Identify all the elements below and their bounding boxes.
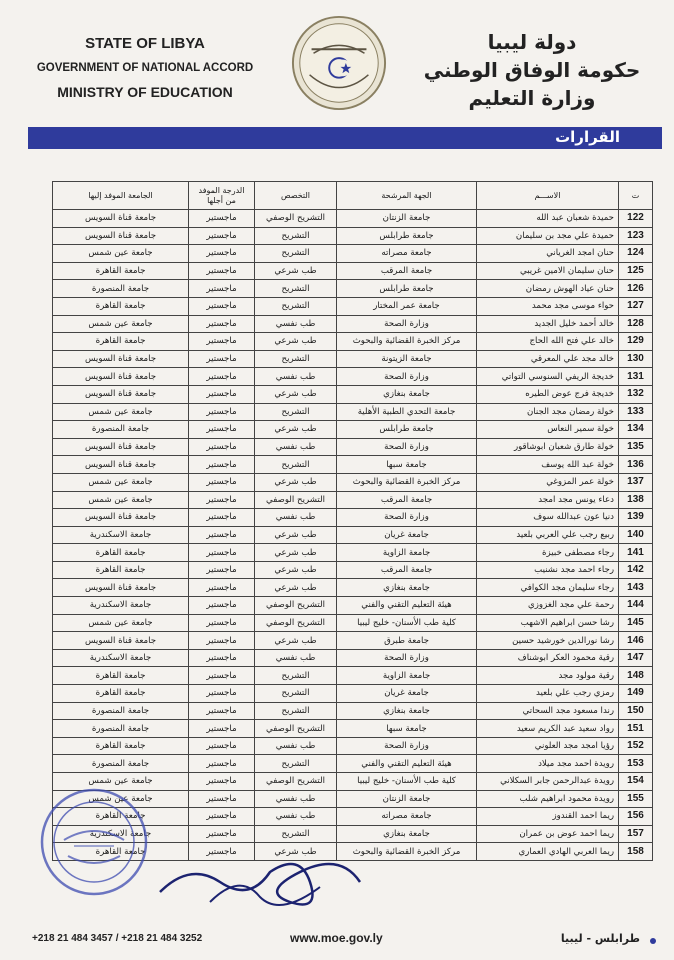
header-government: GOVERNMENT OF NATIONAL ACCORD [36,62,254,74]
table-header-row [53,182,653,210]
cell-nominating-body: كلية طب الأسنان- خليج ليبيا [337,614,477,632]
cell-name: رجاء سليمان مجد الكوافي [477,579,619,597]
cell-nominating-body: جامعة سبها [337,720,477,738]
cell-nominating-body: مركز الخبرة القضائية والبحوث [337,473,477,491]
cell-nominating-body: جامعة الزاوية [337,544,477,562]
cell-specialty: طب شرعي [255,544,337,562]
header-state: STATE OF LIBYA [85,35,205,52]
col-header-degree: الدرجة الموفد من أجلها [189,182,255,210]
cell-name: خالد مجد علي المعرقي [477,350,619,368]
cell-specialty: التشريح [255,685,337,703]
cell-destination-university: جامعة المنصورة [53,720,189,738]
cell-specialty: طب شرعي [255,333,337,351]
cell-nominating-body: جامعة غريان [337,685,477,703]
cell-specialty: طب شرعي [255,561,337,579]
cell-specialty: طب نفسي [255,808,337,826]
cell-degree: ماجستير [189,667,255,685]
scholarship-table [52,181,653,861]
cell-number: 129 [619,333,653,351]
table-row [53,702,653,720]
cell-number: 153 [619,755,653,773]
cell-specialty: التشريح [255,456,337,474]
cell-number: 137 [619,473,653,491]
cell-number: 132 [619,385,653,403]
cell-specialty: طب شرعي [255,421,337,439]
cell-degree: ماجستير [189,614,255,632]
cell-nominating-body: جامعة طبرق [337,632,477,650]
cell-name: خولة طارق شعبان ابوشاقور [477,438,619,456]
cell-degree: ماجستير [189,350,255,368]
cell-destination-university: جامعة قناة السويس [53,210,189,228]
cell-number: 139 [619,509,653,527]
table-row [53,473,653,491]
cell-destination-university: جامعة قناة السويس [53,632,189,650]
table-row [53,403,653,421]
cell-name: رجاء مصطفى خبيزة [477,544,619,562]
cell-degree: ماجستير [189,702,255,720]
header-arabic [412,28,652,112]
cell-specialty: طب شرعي [255,473,337,491]
table-row [53,509,653,527]
cell-name: حميدة علي مجد بن سليمان [477,227,619,245]
cell-destination-university: جامعة قناة السويس [53,509,189,527]
cell-name: خولة سمير النعاس [477,421,619,439]
cell-destination-university: جامعة المنصورة [53,421,189,439]
cell-nominating-body: جامعة عمر المختار [337,297,477,315]
cell-specialty: التشريح الوصفي [255,210,337,228]
table-row [53,491,653,509]
cell-nominating-body: جامعة طرابلس [337,227,477,245]
cell-degree: ماجستير [189,509,255,527]
cell-destination-university: جامعة عين شمس [53,790,189,808]
cell-destination-university: جامعة عين شمس [53,315,189,333]
cell-degree: ماجستير [189,825,255,843]
cell-number: 140 [619,526,653,544]
cell-name: ربيع رجب علي العربي بلعيد [477,526,619,544]
cell-number: 143 [619,579,653,597]
cell-number: 148 [619,667,653,685]
cell-nominating-body: مركز الخبرة القضائية والبحوث [337,333,477,351]
cell-degree: ماجستير [189,227,255,245]
cell-destination-university: جامعة الاسكندرية [53,649,189,667]
cell-destination-university: جامعة القاهرة [53,737,189,755]
cell-destination-university: جامعة عين شمس [53,245,189,263]
cell-name: رؤيا امجد مجد العلوني [477,737,619,755]
cell-name: خديجة فرج عوض الطيره [477,385,619,403]
cell-number: 158 [619,843,653,861]
cell-specialty: طب شرعي [255,526,337,544]
cell-degree: ماجستير [189,262,255,280]
cell-name: ريما احمد عوض بن عمران [477,825,619,843]
cell-degree: ماجستير [189,561,255,579]
cell-name: خالد أحمد خليل الجديد [477,315,619,333]
cell-name: ريما احمد القندوز [477,808,619,826]
cell-nominating-body: كلية طب الأسنان- خليج ليبيا [337,773,477,791]
table-row [53,685,653,703]
cell-destination-university: جامعة عين شمس [53,773,189,791]
cell-degree: ماجستير [189,245,255,263]
cell-specialty: طب نفسي [255,737,337,755]
cell-destination-university: جامعة قناة السويس [53,385,189,403]
cell-degree: ماجستير [189,456,255,474]
cell-number: 144 [619,597,653,615]
cell-nominating-body: جامعة الزنتان [337,210,477,228]
cell-degree: ماجستير [189,438,255,456]
cell-nominating-body: جامعة سبها [337,456,477,474]
cell-degree: ماجستير [189,649,255,667]
cell-destination-university: جامعة الاسكندرية [53,526,189,544]
cell-number: 152 [619,737,653,755]
cell-name: حميدة شعبان عبد الله [477,210,619,228]
cell-degree: ماجستير [189,333,255,351]
table-row [53,438,653,456]
cell-specialty: طب نفسي [255,438,337,456]
cell-specialty: طب شرعي [255,632,337,650]
cell-name: رويدة عبدالرحمن جابر السكلاني [477,773,619,791]
cell-name: دعاء يونس مجد امجد [477,491,619,509]
cell-specialty: التشريح [255,245,337,263]
cell-specialty: التشريح الوصفي [255,614,337,632]
cell-degree: ماجستير [189,597,255,615]
cell-degree: ماجستير [189,579,255,597]
table-row [53,315,653,333]
cell-destination-university: جامعة المنصورة [53,755,189,773]
header-state-ar: دولة ليبيا [487,30,577,54]
cell-destination-university: جامعة القاهرة [53,685,189,703]
cell-destination-university: جامعة القاهرة [53,544,189,562]
cell-number: 155 [619,790,653,808]
cell-specialty: طب نفسي [255,649,337,667]
cell-degree: ماجستير [189,368,255,386]
table-row [53,297,653,315]
cell-nominating-body: جامعة غريان [337,526,477,544]
cell-degree: ماجستير [189,385,255,403]
cell-degree: ماجستير [189,526,255,544]
header-english [20,32,270,104]
table-row [53,262,653,280]
cell-number: 133 [619,403,653,421]
cell-specialty: التشريح [255,667,337,685]
cell-destination-university: جامعة الاسكندرية [53,597,189,615]
footer-phones: +218 21 484 3457 / +218 21 484 3252 [32,933,203,944]
cell-name: رشا حسن ابراهيم الاشهب [477,614,619,632]
table-row [53,368,653,386]
cell-name: رندا مسعود مجد السحاتي [477,702,619,720]
cell-specialty: التشريح [255,227,337,245]
header-ministry: MINISTRY OF EDUCATION [57,84,233,100]
table-row [53,456,653,474]
header-ministry-ar: وزارة التعليم [468,86,596,110]
footer [0,930,674,952]
cell-number: 145 [619,614,653,632]
cell-destination-university: جامعة القاهرة [53,808,189,826]
table-row [53,350,653,368]
cell-degree: ماجستير [189,315,255,333]
cell-destination-university: جامعة عين شمس [53,473,189,491]
cell-nominating-body: جامعة طرابلس [337,280,477,298]
cell-name: رويدة احمد مجد ميلاد [477,755,619,773]
cell-name: خالد علي فتح الله الحاج [477,333,619,351]
cell-name: رحمة علي مجد الغزوزي [477,597,619,615]
cell-specialty: التشريح [255,280,337,298]
cell-specialty: طب نفسي [255,368,337,386]
cell-number: 136 [619,456,653,474]
cell-name: رويدة محمود ابراهيم شلب [477,790,619,808]
cell-nominating-body: وزارة الصحة [337,368,477,386]
cell-number: 122 [619,210,653,228]
col-header-number: ت [619,182,653,210]
cell-destination-university: جامعة قناة السويس [53,579,189,597]
cell-degree: ماجستير [189,421,255,439]
cell-specialty: التشريح [255,350,337,368]
cell-nominating-body: هيئة التعليم التقني والفني [337,755,477,773]
table-row [53,649,653,667]
cell-name: دنيا عون عبدالله سوف [477,509,619,527]
cell-number: 130 [619,350,653,368]
cell-nominating-body: وزارة الصحة [337,315,477,333]
cell-name: خولة رمضان مجد الجنان [477,403,619,421]
cell-number: 157 [619,825,653,843]
cell-degree: ماجستير [189,843,255,861]
table-row [53,280,653,298]
cell-degree: ماجستير [189,473,255,491]
cell-destination-university: جامعة المنصورة [53,280,189,298]
cell-name: رقية محمود العكر ابوشناف [477,649,619,667]
table-row [53,632,653,650]
table-row [53,421,653,439]
cell-destination-university: جامعة القاهرة [53,297,189,315]
cell-name: رواد سعيد عبد الكريم سعيد [477,720,619,738]
cell-nominating-body: جامعة التحدي الطبية الأهلية [337,403,477,421]
cell-number: 150 [619,702,653,720]
cell-name: ريما العربي الهادي العماري [477,843,619,861]
ministry-stamp [34,782,154,902]
cell-destination-university: جامعة قناة السويس [53,368,189,386]
cell-specialty: التشريح الوصفي [255,597,337,615]
cell-destination-university: جامعة قناة السويس [53,227,189,245]
cell-name: حنان سليمان الامين غريبي [477,262,619,280]
cell-name: رقية مولود مجد [477,667,619,685]
col-header-name: الاســـم [477,182,619,210]
cell-specialty: التشريح [255,403,337,421]
cell-name: رشا نورالدين خورشيد حسين [477,632,619,650]
cell-destination-university: جامعة قناة السويس [53,350,189,368]
cell-name: رمزي رجب علي بلعيد [477,685,619,703]
cell-number: 124 [619,245,653,263]
table-row [53,667,653,685]
cell-name: حنان امجد الغرياني [477,245,619,263]
cell-destination-university: جامعة القاهرة [53,333,189,351]
cell-destination-university: جامعة عين شمس [53,403,189,421]
cell-nominating-body: جامعة مصراته [337,245,477,263]
cell-name: حواء موسى مجد محمد [477,297,619,315]
table-row [53,210,653,228]
cell-number: 123 [619,227,653,245]
cell-number: 126 [619,280,653,298]
cell-destination-university: جامعة قناة السويس [53,438,189,456]
cell-specialty: التشريح [255,825,337,843]
cell-degree: ماجستير [189,280,255,298]
table-row [53,737,653,755]
cell-specialty: طب نفسي [255,509,337,527]
cell-number: 146 [619,632,653,650]
cell-nominating-body: وزارة الصحة [337,649,477,667]
cell-specialty: التشريح الوصفي [255,773,337,791]
table-row [53,755,653,773]
cell-nominating-body: هيئة التعليم التقني والفني [337,597,477,615]
cell-specialty: التشريح الوصفي [255,720,337,738]
table-row [53,526,653,544]
table-row [53,544,653,562]
col-header-specialty: التخصص [255,182,337,210]
cell-specialty: طب نفسي [255,790,337,808]
cell-nominating-body: جامعة بنغازي [337,385,477,403]
cell-number: 147 [619,649,653,667]
cell-destination-university: جامعة القاهرة [53,667,189,685]
cell-degree: ماجستير [189,720,255,738]
decisions-banner [28,127,662,149]
cell-degree: ماجستير [189,773,255,791]
footer-city: طرابلس - ليبيا [560,932,640,945]
cell-specialty: التشريح [255,297,337,315]
cell-degree: ماجستير [189,403,255,421]
cell-nominating-body: جامعة الزنتان [337,790,477,808]
cell-degree: ماجستير [189,544,255,562]
table-row [53,614,653,632]
cell-nominating-body: وزارة الصحة [337,509,477,527]
col-header-destination-university: الجامعة الموفد إليها [53,182,189,210]
cell-specialty: التشريح [255,755,337,773]
cell-number: 142 [619,561,653,579]
cell-name: خديجة الريفي السنوسي التواتي [477,368,619,386]
cell-degree: ماجستير [189,685,255,703]
cell-nominating-body: مركز الخبرة القضائية والبحوث [337,843,477,861]
cell-specialty: طب نفسي [255,315,337,333]
cell-nominating-body: جامعة المرقب [337,561,477,579]
cell-nominating-body: جامعة طرابلس [337,421,477,439]
cell-number: 134 [619,421,653,439]
cell-nominating-body: جامعة بنغازي [337,579,477,597]
cell-nominating-body: جامعة المرقب [337,491,477,509]
table-row [53,720,653,738]
table-row [53,561,653,579]
cell-name: خولة عمر المزوغي [477,473,619,491]
cell-number: 127 [619,297,653,315]
cell-destination-university: جامعة عين شمس [53,491,189,509]
table-row [53,579,653,597]
cell-name: رجاء احمد مجد نشنيب [477,561,619,579]
table-row [53,385,653,403]
signature [150,842,370,922]
cell-nominating-body: جامعة بنغازي [337,825,477,843]
cell-destination-university: جامعة القاهرة [53,843,189,861]
cell-degree: ماجستير [189,755,255,773]
cell-specialty: طب شرعي [255,843,337,861]
footer-bullet-icon [650,938,656,944]
cell-destination-university: جامعة عين شمس [53,614,189,632]
header-government-ar: حكومة الوفاق الوطني [423,58,641,82]
cell-nominating-body: جامعة الزاوية [337,667,477,685]
table-row [53,597,653,615]
col-header-nominating-body: الجهة المرشحة [337,182,477,210]
cell-nominating-body: جامعة الزيتونة [337,350,477,368]
table-row [53,245,653,263]
cell-number: 156 [619,808,653,826]
cell-number: 125 [619,262,653,280]
cell-name: حنان عياد الهوش رمضان [477,280,619,298]
cell-specialty: التشريح [255,702,337,720]
cell-number: 128 [619,315,653,333]
cell-nominating-body: وزارة الصحة [337,438,477,456]
cell-destination-university: جامعة الاسكندرية [53,825,189,843]
cell-degree: ماجستير [189,210,255,228]
cell-number: 151 [619,720,653,738]
cell-degree: ماجستير [189,491,255,509]
cell-degree: ماجستير [189,737,255,755]
cell-specialty: طب شرعي [255,579,337,597]
cell-specialty: طب شرعي [255,262,337,280]
cell-degree: ماجستير [189,297,255,315]
cell-nominating-body: وزارة الصحة [337,737,477,755]
cell-destination-university: جامعة القاهرة [53,262,189,280]
cell-specialty: طب شرعي [255,385,337,403]
cell-destination-university: جامعة المنصورة [53,702,189,720]
cell-number: 141 [619,544,653,562]
cell-degree: ماجستير [189,808,255,826]
cell-number: 149 [619,685,653,703]
cell-specialty: التشريح الوصفي [255,491,337,509]
cell-nominating-body: جامعة المرقب [337,262,477,280]
cell-nominating-body: جامعة مصراته [337,808,477,826]
cell-degree: ماجستير [189,790,255,808]
cell-number: 131 [619,368,653,386]
cell-nominating-body: جامعة بنغازي [337,702,477,720]
cell-number: 138 [619,491,653,509]
banner-title: القرارات [555,128,620,146]
table-row [53,333,653,351]
footer-website: www.moe.gov.ly [290,931,383,945]
cell-degree: ماجستير [189,632,255,650]
cell-destination-university: جامعة القاهرة [53,561,189,579]
cell-destination-university: جامعة قناة السويس [53,456,189,474]
cell-number: 135 [619,438,653,456]
libya-emblem-logo [290,14,388,112]
cell-name: خولة عبد الله يوسف [477,456,619,474]
table-row [53,227,653,245]
cell-number: 154 [619,773,653,791]
